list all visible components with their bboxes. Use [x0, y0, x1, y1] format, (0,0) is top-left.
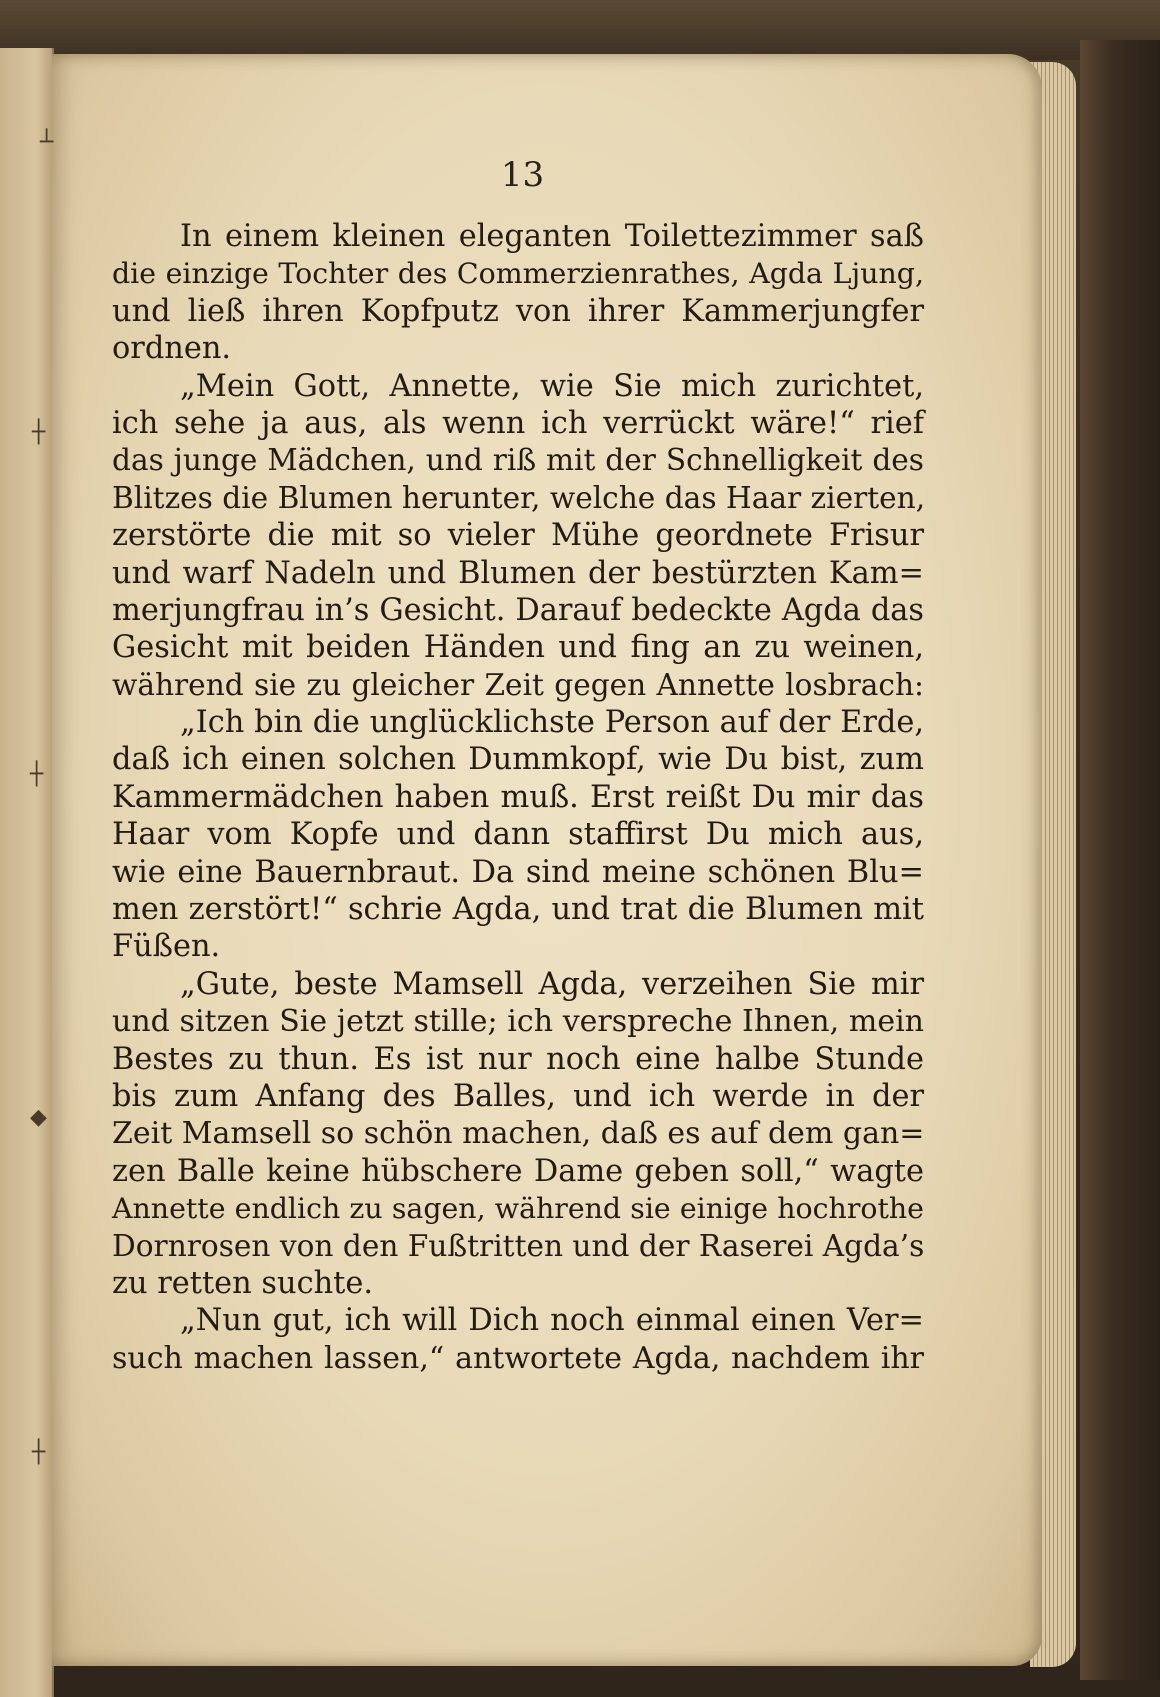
binding-mark: ┼	[32, 420, 46, 445]
text-line: und sitzen Sie jetzt stille; ich verspreche Ihnen, mein	[112, 1004, 924, 1040]
text-line: merjungfrau in’s Gesicht. Darauf bedeckte Agda das	[112, 592, 924, 628]
binding-mark: ┼	[32, 1440, 46, 1465]
text-line: zen Balle keine hübschere Dame geben soll,“ wagte	[112, 1153, 924, 1189]
text-line: ich sehe ja aus, als wenn ich verrückt wäre!“ rief	[112, 405, 924, 441]
book-cover-top-edge	[0, 0, 1160, 60]
text-line: Haar vom Kopfe und dann staffirst Du mich aus,	[112, 817, 924, 853]
text-line: und ließ ihren Kopfputz von ihrer Kammerjungfer	[112, 293, 924, 329]
facing-page-edge	[0, 48, 54, 1697]
text-line: such machen lassen,“ antwortete Agda, nachdem ihr	[112, 1340, 924, 1376]
binding-mark: ◆	[30, 1105, 47, 1130]
text-line: „Mein Gott, Annette, wie Sie mich zurichtet,	[180, 368, 924, 404]
text-line: In einem kleinen eleganten Toilettezimmer saß	[180, 219, 924, 254]
text-line: Gesicht mit beiden Händen und fing an zu weinen,	[112, 630, 924, 666]
text-line: wie eine Bauernbraut. Da sind meine schönen Blu=	[112, 854, 924, 890]
text-line: Füßen.	[112, 929, 221, 965]
text-line: ordnen.	[112, 331, 232, 367]
page-number: 13	[500, 155, 545, 195]
text-line: während sie zu gleicher Zeit gegen Annette losbrach:	[112, 667, 924, 702]
text-line: Annette endlich zu sagen, während sie einige hochrothe	[112, 1192, 924, 1226]
text-line: Kammermädchen haben muß. Erst reißt Du mir das	[112, 779, 924, 815]
text-line: „Nun gut, ich will Dich noch einmal einen Ver=	[180, 1303, 924, 1339]
binding-mark: ┴	[40, 130, 54, 155]
text-line: das junge Mädchen, und riß mit der Schnelligkeit des	[112, 443, 924, 478]
page-text-block	[112, 218, 924, 1377]
text-line: zerstörte die mit so vieler Mühe geordnete Frisur	[112, 518, 924, 554]
text-line: Bestes zu thun. Es ist nur noch eine halbe Stunde	[112, 1041, 924, 1077]
book-binding-right	[1080, 40, 1160, 1680]
text-line: Dornrosen von den Fußtritten und der Raserei Agda’s	[112, 1228, 925, 1263]
text-line: „Ich bin die unglücklichste Person auf der Erde,	[180, 705, 924, 741]
text-line: Zeit Mamsell so schön machen, daß es auf dem gan=	[112, 1116, 925, 1152]
text-line: „Gute, beste Mamsell Agda, verzeihen Sie mir	[180, 966, 924, 1002]
text-line: bis zum Anfang des Balles, und ich werde in der	[112, 1078, 924, 1114]
text-line: und warf Nadeln und Blumen der bestürzten Kam=	[112, 555, 924, 591]
text-line: men zerstört!“ schrie Agda, und trat die Blumen mit	[112, 892, 924, 928]
text-line: zu retten suchte.	[112, 1265, 374, 1301]
text-line: Blitzes die Blumen herunter, welche das Haar zierten,	[112, 480, 926, 515]
binding-mark: ┼	[30, 762, 44, 787]
text-line: die einzige Tochter des Commerzienrathes, Agda Ljung,	[112, 257, 924, 291]
text-line: daß ich einen solchen Dummkopf, wie Du bist, zum	[112, 742, 924, 778]
